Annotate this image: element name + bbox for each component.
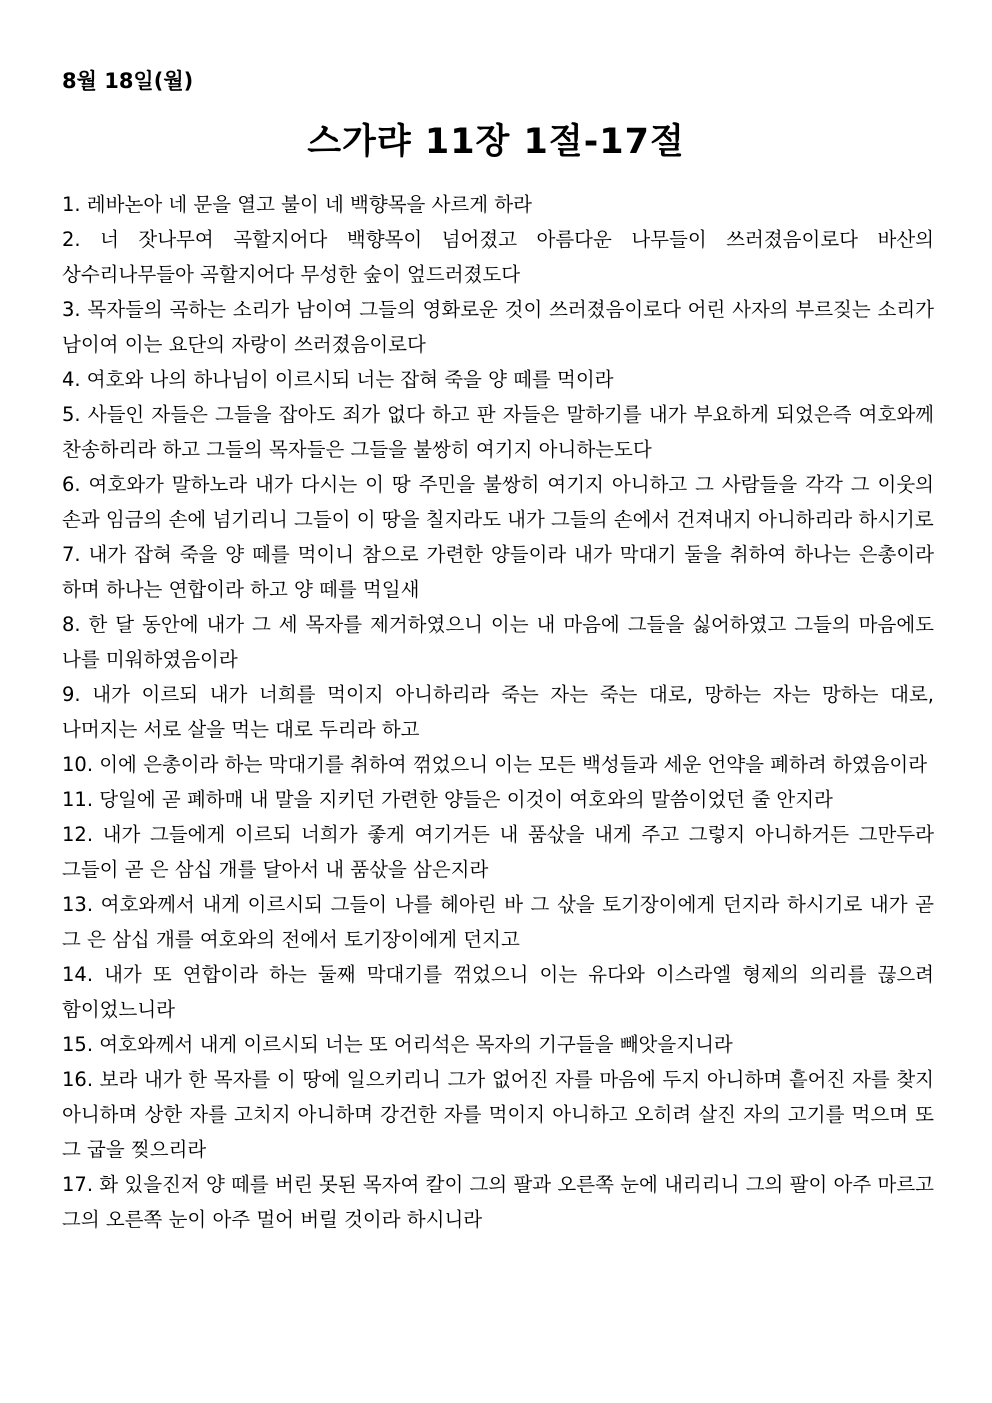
verse-list [62,187,934,1237]
passage-title: 스가랴 11장 1절-17절 [307,122,685,162]
verse-5: 5. 사들인 자들은 그들을 잡아도 죄가 없다 하고 판 자들은 말하기를 내가 부요하게 되었은즉 여호와께 찬송하리라 하고 그들의 목자들은 그들을 불쌍히 여기지 아니하는도다 [62,403,934,461]
verse-12: 12. 내가 그들에게 이르되 너희가 좋게 여기거든 내 품삯을 내게 주고 그렇지 아니하거든 그만두라 그들이 곧 은 삼십 개를 달아서 내 품삯을 삼은지라 [62,823,934,881]
verse-4: 4. 여호와 나의 하나님이 이르시되 너는 잡혀 죽을 양 떼를 먹이라 [62,368,614,391]
verse-6: 6. 여호와가 말하노라 내가 다시는 이 땅 주민을 불쌍히 여기지 아니하고 그 사람들을 각각 그 이웃의 손과 임금의 손에 넘기리니 그들이 이 땅을 칠지라도 내가 그들의 손에서 건져내지 아니하리라 하시기로 [62,473,934,531]
verse-15: 15. 여호와께서 내게 이르시되 너는 또 어리석은 목자의 기구들을 빼앗을지니라 [62,1033,733,1056]
verse-7: 7. 내가 잡혀 죽을 양 떼를 먹이니 참으로 가련한 양들이라 내가 막대기 둘을 취하여 하나는 은총이라 하며 하나는 연합이라 하고 양 떼를 먹일새 [62,543,934,601]
verse-9: 9. 내가 이르되 내가 너희를 먹이지 아니하리라 죽는 자는 죽는 대로, 망하는 자는 망하는 대로, 나머지는 서로 살을 먹는 대로 두리라 하고 [62,683,934,741]
verse-2: 2. 너 잣나무여 곡할지어다 백향목이 넘어졌고 아름다운 나무들이 쓰러졌음이로다 바산의 상수리나무들아 곡할지어다 무성한 숲이 엎드러졌도다 [62,228,934,286]
verse-14: 14. 내가 또 연합이라 하는 둘째 막대기를 꺾었으니 이는 유다와 이스라엘 형제의 의리를 끊으려 함이었느니라 [62,963,934,1021]
verse-3: 3. 목자들의 곡하는 소리가 남이여 그들의 영화로운 것이 쓰러졌음이로다 어린 사자의 부르짖는 소리가 남이여 이는 요단의 자랑이 쓰러졌음이로다 [62,298,934,356]
verse-17: 17. 화 있을진저 양 떼를 버린 못된 목자여 칼이 그의 팔과 오른쪽 눈에 내리리니 그의 팔이 아주 마르고 그의 오른쪽 눈이 아주 멀어 버릴 것이라 하시니라 [62,1173,934,1231]
verse-8: 8. 한 달 동안에 내가 그 세 목자를 제거하였으니 이는 내 마음에 그들을 싫어하였고 그들의 마음에도 나를 미워하였음이라 [62,613,934,671]
verse-10: 10. 이에 은총이라 하는 막대기를 취하여 꺾었으니 이는 모든 백성들과 세운 언약을 폐하려 하였음이라 [62,753,928,776]
verse-1: 1. 레바논아 네 문을 열고 불이 네 백향목을 사르게 하라 [62,193,532,216]
verse-16: 16. 보라 내가 한 목자를 이 땅에 일으키리니 그가 없어진 자를 마음에 두지 아니하며 흩어진 자를 찾지 아니하며 상한 자를 고치지 아니하며 강건한 자를 먹이지 아니하고 오히려 살진 자의 고기를 먹으며 또 그 굽을 찢으리라 [62,1068,934,1161]
verse-11: 11. 당일에 곧 폐하매 내 말을 지키던 가련한 양들은 이것이 여호와의 말씀이었던 줄 안지라 [62,788,833,811]
verse-13: 13. 여호와께서 내게 이르시되 그들이 나를 헤아린 바 그 삯을 토기장이에게 던지라 하시기로 내가 곧 그 은 삼십 개를 여호와의 전에서 토기장이에게 던지고 [62,893,934,951]
reading-date: 8월 18일(월) [62,69,194,93]
